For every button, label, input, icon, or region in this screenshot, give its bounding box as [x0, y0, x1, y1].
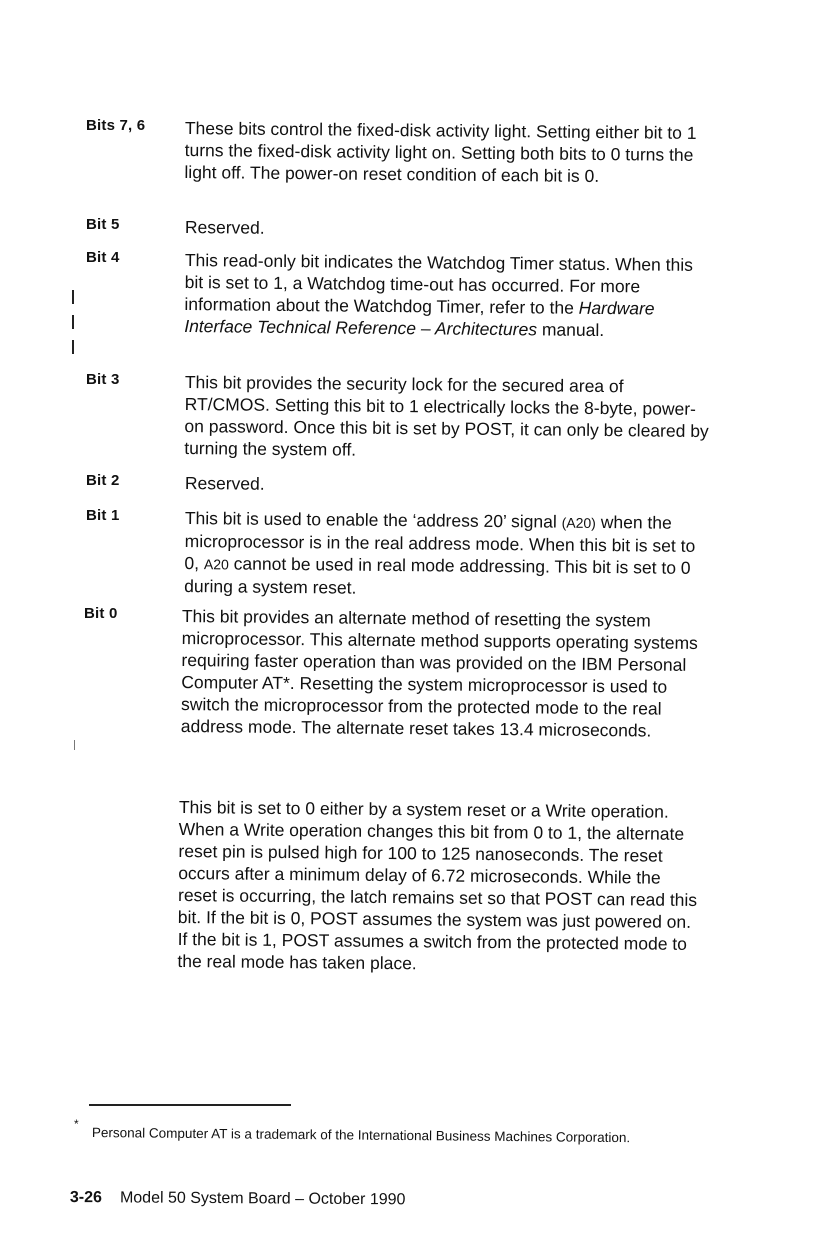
bit-label: Bits 7, 6: [86, 117, 146, 134]
description-text-part: This read-only bit indicates the Watchdog Timer status. When this bit is set to 1, a Watchdog time-out has occurred. For more information about the Watchdog Timer, refer to the: [184, 249, 694, 318]
bit-description: [184, 249, 710, 342]
description-text-part: when the microprocessor is in the real address mode. When this bit is set to 0,: [184, 511, 696, 574]
revision-bar: [72, 290, 74, 304]
bit-description-continued: [177, 796, 704, 977]
description-text: Reserved.: [184, 472, 265, 494]
description-text: [184, 507, 710, 602]
bit-description: [184, 371, 710, 464]
bit-description: [184, 507, 710, 602]
page-footer: [70, 1189, 406, 1209]
description-text-part: cannot be used in real mode addressing. This bit is set to 0 during a system reset.: [184, 553, 691, 598]
signal-name: A20: [203, 556, 229, 573]
description-paragraph: This bit provides an alternate method of resetting the system microprocessor. This alternate method supports operating systems requiring faster operation than was provided on the IBM Personal Computer AT*. Resetting the system microprocessor is used to switch the microprocessor from the protected mode to the real address mode. The alternate reset takes 13.4 microseconds.: [180, 605, 698, 741]
bit-description: [185, 216, 710, 243]
signal-name: (A20): [561, 514, 596, 531]
description-text: Reserved.: [184, 216, 265, 238]
description-text: This bit provides the security lock for the secured area of RT/CMOS. Setting this bit to 1 electrically locks the 8-byte, power-on password. Once this bit is set by POST, it can only be cleared by turning the system off.: [184, 371, 709, 460]
scan-mark: [74, 740, 75, 750]
description-text-part: manual.: [536, 319, 605, 341]
description-text: [184, 249, 710, 342]
bit-label: Bit 0: [84, 605, 118, 622]
revision-bar: [72, 340, 74, 354]
description-text-part: This bit is used to enable the ‘address 20’ signal: [184, 507, 562, 532]
bit-label: Bit 1: [86, 507, 120, 524]
bit-label: Bit 4: [86, 249, 120, 266]
bit-description: [185, 472, 710, 499]
page-number: 3-26: [69, 1189, 103, 1207]
description-paragraph: This bit is set to 0 either by a system reset or a Write operation. When a Write operation changes this bit from 0 to 1, the alternate reset pin is pulsed high for 100 to 125 nanoseconds. The reset occurs after a minimum delay of 6.72 microseconds. While the reset is occurring, the latch remains set so that POST can read this bit. If the bit is 0, POST assumes the system was just powered on. If the bit is 1, POST assumes a switch from the protected mode to the real mode has taken place.: [177, 796, 698, 974]
manual-title: Hardware Interface Technical Reference – Architectures: [184, 297, 655, 340]
footer-title: Model 50 System Board – October 1990: [119, 1189, 406, 1209]
bit-description: [181, 605, 707, 742]
footnote-rule: [89, 1104, 291, 1106]
description-text: These bits control the fixed-disk activity light. Setting either bit to 1 turns the fixed-disk activity light on. Setting both bits to 0 turns the light off. The power-on reset condition of each bit is 0.: [184, 117, 697, 186]
bit-label: Bit 2: [86, 472, 120, 489]
footnote-text: Personal Computer AT is a trademark of the International Business Machines Corporation.: [91, 1125, 631, 1146]
bit-label: Bit 3: [86, 371, 120, 388]
bit-description: [184, 117, 710, 188]
footnote-mark: *: [74, 1117, 79, 1131]
bit-label: Bit 5: [86, 216, 120, 233]
revision-bar: [72, 315, 74, 329]
